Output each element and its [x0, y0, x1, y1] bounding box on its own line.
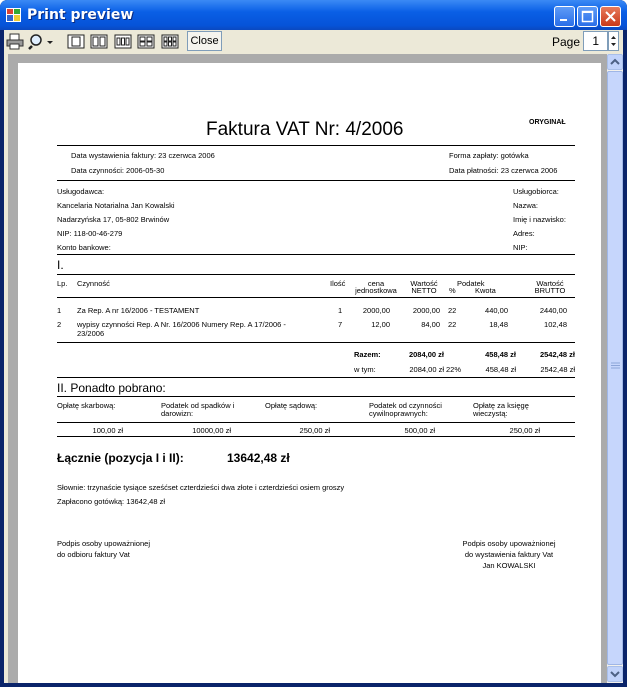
seller-name: Kancelaria Notarialna Jan Kowalski	[57, 201, 175, 210]
totals-label: Razem:	[354, 350, 381, 359]
totals-in-net: 2084,00 zł	[409, 365, 444, 374]
window-body	[4, 30, 623, 683]
four-pages-icon[interactable]	[137, 33, 155, 50]
row-gross: 2440,00	[539, 306, 567, 315]
invoice-page	[18, 63, 601, 683]
two-pages-icon[interactable]	[90, 33, 108, 50]
activity-date: Data czynności: 2006-05-30	[71, 166, 165, 175]
section-1-heading: I.	[57, 258, 64, 272]
row-unit-price: 12,00	[371, 320, 390, 329]
col-qty: Ilość	[330, 279, 346, 288]
row-activity-cont: 23/2006	[77, 329, 105, 338]
page-number-input[interactable]: 1	[583, 31, 608, 51]
totals-in-gross: 2542,48 zł	[540, 365, 575, 374]
zoom-icon[interactable]	[28, 33, 54, 50]
buyer-nip: NIP:	[513, 243, 528, 252]
fee-value: 10000,00 zł	[192, 426, 231, 435]
fee-header: Opłatę za księgę	[473, 401, 529, 410]
fee-value: 250,00 zł	[509, 426, 540, 435]
fee-value: 100,00 zł	[92, 426, 123, 435]
col-unit-price-2: jednostkowa	[355, 286, 397, 295]
minimize-button[interactable]	[554, 6, 575, 27]
totals-in-tax: 458,48 zł	[485, 365, 516, 374]
close-button[interactable]: Close	[187, 31, 222, 51]
row-tax: 18,48	[489, 320, 508, 329]
buyer-address: Adres:	[513, 229, 535, 238]
grip-icon	[611, 362, 620, 370]
spinner-arrows-icon	[609, 32, 618, 50]
totals-in-pct: 22%	[446, 365, 462, 374]
toolbar	[4, 30, 623, 54]
paid-cash: Zapłacono gotówką: 13642,48 zł	[57, 497, 165, 506]
totals-in-label: w tym:	[354, 365, 376, 374]
preview-area[interactable]	[8, 54, 607, 683]
scroll-up-button[interactable]	[607, 54, 623, 70]
six-pages-icon[interactable]	[161, 33, 179, 50]
vertical-scrollbar[interactable]	[607, 54, 623, 683]
chevron-up-icon	[608, 55, 622, 69]
title-bar[interactable]	[0, 0, 627, 30]
col-unit-price-1: cena	[367, 279, 385, 288]
sign-right-line2: do wystawienia faktury Vat	[464, 550, 554, 559]
maximize-icon	[578, 7, 597, 26]
minimize-icon	[555, 7, 574, 26]
original-mark: ORYGINAŁ	[529, 119, 566, 126]
sign-right-line3: Jan KOWALSKI	[482, 561, 536, 570]
scroll-thumb[interactable]	[607, 71, 623, 665]
grand-total-value: 13642,48 zł	[227, 451, 290, 465]
one-page-icon[interactable]	[67, 33, 85, 50]
col-gross-2: BRUTTO	[534, 286, 566, 295]
chevron-down-icon	[608, 667, 622, 681]
seller-heading: Usługodawca:	[57, 187, 105, 196]
grand-total-label: Łącznie (pozycja I i II):	[57, 451, 184, 465]
sign-right-line1: Podpis osoby upoważnionej	[462, 539, 556, 548]
sign-left-line2: do odbioru faktury Vat	[57, 550, 130, 559]
col-tax: Podatek	[457, 279, 485, 288]
invoice-title: Faktura VAT Nr: 4/2006	[206, 119, 404, 140]
row-tax: 440,00	[485, 306, 508, 315]
seller-address: Nadarzyńska 17, 05-802 Brwinów	[57, 215, 170, 224]
buyer-name: Nazwa:	[513, 201, 539, 210]
payment-form: Forma zapłaty: gotówka	[449, 151, 529, 160]
sign-left-line1: Podpis osoby upoważnionej	[57, 539, 150, 548]
row-activity: wypisy czynności Rep. A Nr. 16/2006 Numery Rep. A 17/2006 -	[77, 320, 286, 329]
three-pages-icon[interactable]	[114, 33, 132, 50]
row-lp: 1	[57, 306, 62, 315]
fee-header: Podatek od spadków i	[161, 401, 235, 410]
row-pct: 22	[448, 306, 457, 315]
page-label: Page	[552, 35, 581, 49]
fee-header-cont: cywilnoprawnych:	[369, 409, 428, 418]
buyer-person: Imię i nazwisko:	[513, 215, 566, 224]
col-gross-1: Wartość	[536, 279, 564, 288]
maximize-button[interactable]	[577, 6, 598, 27]
totals-net: 2084,00 zł	[408, 350, 444, 359]
payment-date: Data płatności: 23 czerwca 2006	[449, 166, 558, 175]
totals-gross: 2542,48 zł	[539, 350, 575, 359]
col-pct: %	[449, 286, 456, 295]
section-2-heading: II. Ponadto pobrano:	[57, 381, 166, 395]
row-net: 84,00	[421, 320, 440, 329]
close-icon	[601, 7, 620, 26]
totals-tax: 458,48 zł	[485, 350, 516, 359]
amount-in-words: Słownie: trzynaście tysiące sześćset czterdzieści dwa złote i czterdzieści osiem groszy	[57, 483, 345, 492]
col-net-1: Wartość	[410, 279, 438, 288]
fee-header: Podatek od czynności	[369, 401, 442, 410]
window-title: Print preview	[27, 7, 134, 23]
page-spinner[interactable]	[608, 31, 619, 51]
scroll-down-button[interactable]	[607, 666, 623, 682]
row-activity: Za Rep. A nr 16/2006 - TESTAMENT	[77, 306, 200, 315]
fee-header: Opłatę sądową:	[265, 401, 318, 410]
fee-header-cont: wieczystą:	[473, 409, 508, 418]
fee-value: 500,00 zł	[404, 426, 435, 435]
seller-bank: Konto bankowe:	[57, 243, 111, 252]
seller-nip: NIP: 118-00-46-279	[57, 229, 123, 238]
col-lp: Lp.	[57, 279, 68, 288]
buyer-heading: Usługobiorca:	[513, 187, 559, 196]
fee-header: Opłatę skarbową:	[57, 401, 116, 410]
row-qty: 7	[338, 320, 343, 329]
col-amount: Kwota	[475, 286, 496, 295]
col-activity: Czynność	[77, 279, 110, 288]
row-unit-price: 2000,00	[362, 306, 390, 315]
fee-value: 250,00 zł	[299, 426, 330, 435]
row-net: 2000,00	[412, 306, 440, 315]
row-gross: 102,48	[544, 320, 567, 329]
row-pct: 22	[448, 320, 457, 329]
row-lp: 2	[57, 320, 62, 329]
close-window-button[interactable]	[600, 6, 621, 27]
row-qty: 1	[338, 306, 343, 315]
issue-date: Data wystawienia faktury: 23 czerwca 2006	[71, 151, 215, 160]
app-icon	[6, 8, 21, 22]
print-icon[interactable]	[6, 33, 24, 50]
fee-header-cont: darowizn:	[161, 409, 194, 418]
col-net-2: NETTO	[411, 286, 437, 295]
